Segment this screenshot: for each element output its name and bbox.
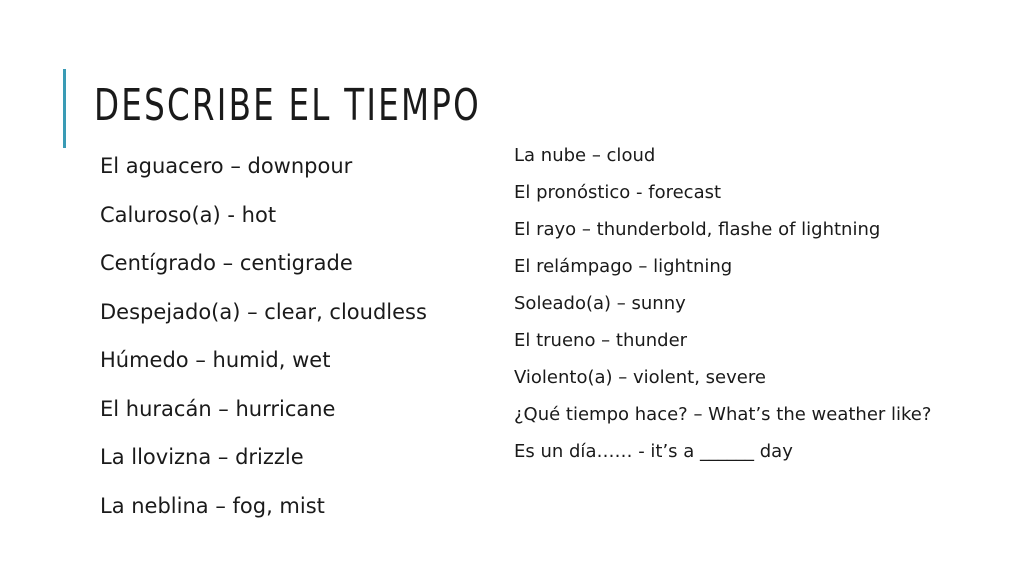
title-accent-bar [63,69,66,148]
vocab-item: Caluroso(a) - hot [100,202,277,227]
vocab-item: El aguacero – downpour [100,154,353,178]
slide-title: DESCRIBE EL TIEMPO [94,80,481,131]
vocab-item: La neblina – fog, mist [100,493,325,518]
vocabulary-list-left [100,150,427,538]
vocab-item: Es un día…… - it’s a ______ day [514,441,793,462]
vocab-item: Húmedo – humid, wet [100,348,331,372]
vocab-item: El pronóstico - forecast [514,182,722,203]
vocab-item: Centígrado – centigrade [100,251,353,275]
vocab-item: El huracán – hurricane [100,396,336,421]
vocabulary-list-right [514,145,934,478]
vocab-item: Despejado(a) – clear, cloudless [100,299,427,324]
vocab-item: El relámpago – lightning [514,256,733,277]
vocab-item: La nube – cloud [514,145,656,166]
vocab-item: El trueno – thunder [514,330,688,351]
vocab-item: Soleado(a) – sunny [514,293,686,314]
vocab-item: El rayo – thunderbold, flashe of lightning [514,219,881,240]
vocab-item: La llovizna – drizzle [100,445,304,469]
vocab-item: ¿Qué tiempo hace? – What’s the weather like? [514,404,932,425]
vocab-item: Violento(a) – violent, severe [514,367,766,388]
